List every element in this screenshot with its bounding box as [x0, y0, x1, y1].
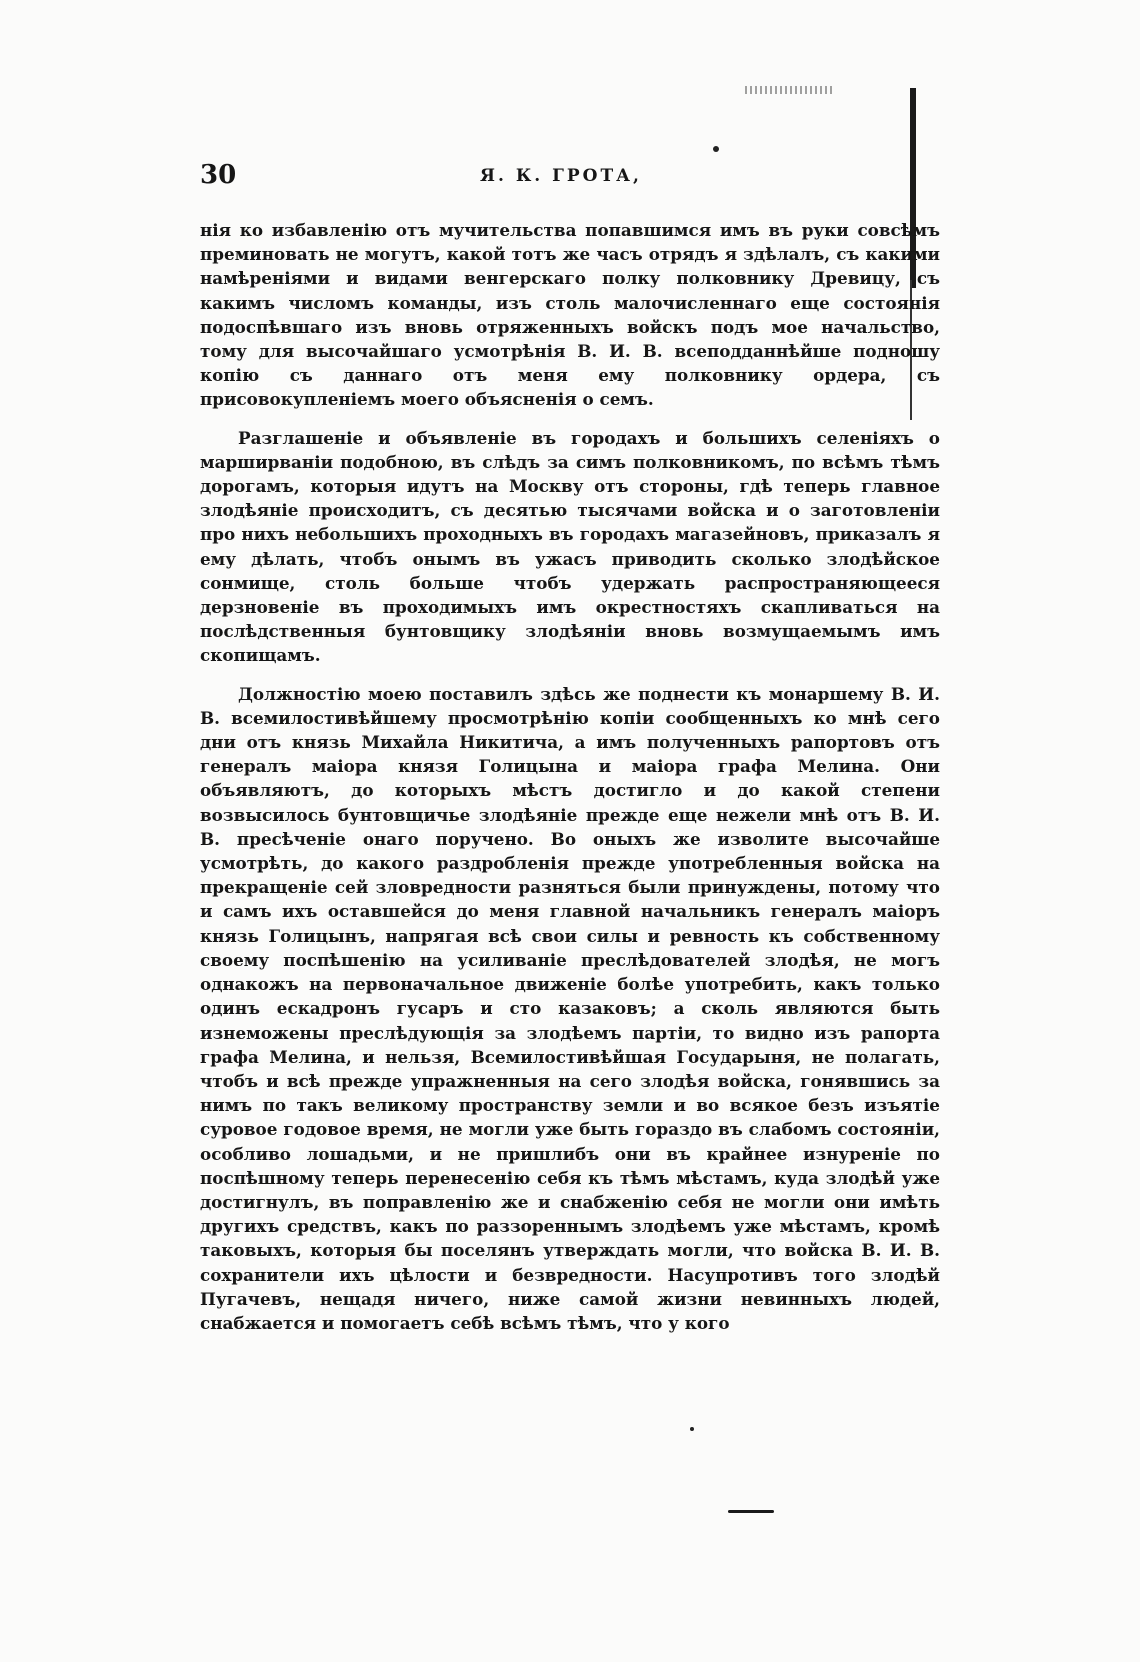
page-number: 30	[200, 160, 237, 190]
ink-dot	[690, 1427, 694, 1431]
body-text	[200, 218, 940, 1349]
scan-smudge	[745, 86, 835, 94]
running-title: Я. К. ГРОТА,	[480, 166, 642, 186]
paragraph-1: нія ко избавленію отъ мучительства попавшимся имъ въ руки совсѣмъ преминовать не могутъ, какой тотъ же часъ отрядъ я здѣлалъ, съ какими намѣреніями и видами венгерскаго полку полковнику Древицу, съ какимъ числомъ команды, изъ столь малочисленнаго еще состоянія подоспѣвшаго изъ вновь отряженныхъ войскъ подъ мое начальство, тому для высочайшаго усмотрѣнія В. И. В. всеподданнѣйше подношу копію съ даннаго отъ меня ему полковнику ордера, съ присовокупленіемъ моего объясненія о семъ.	[200, 220, 940, 410]
paragraph-3: Должностію моею поставилъ здѣсь же поднести къ монаршему В. И. В. всемилостивѣйшему просмотрѣнію копіи сообщенныхъ ко мнѣ сего дни отъ князь Михайла Никитича, а имъ полученныхъ рапортовъ отъ генералъ маіора князя Голицына и маіора графа Мелина. Они объявляютъ, до которыхъ мѣстъ достигло и до какой степени возвысилось бунтовщичье злодѣяніе прежде еще нежели мнѣ отъ В. И. В. пресѣченіе онаго поручено. Во оныхъ же изволите высочайше усмотрѣть, до какого раздробленія прежде употребленныя войска на прекращеніе сей зловредности разняться были принуждены, потому что и самъ ихъ оставшейся до меня главной начальникъ генералъ маіоръ князь Голицынъ, напрягая всѣ свои силы и ревность къ собственному своему поспѣшенію на усиливаніе преслѣдователей злодѣя, не могъ однакожъ на первоначальное движеніе болѣе употребить, какъ только одинъ ескадронъ гусаръ и сто казаковъ; а сколь являются быть изнеможены преслѣдующія за злодѣемъ партіи, то видно изъ рапорта графа Мелина, и нельзя, Всемилостивѣйшая Государыня, не полагать, чтобъ и всѣ прежде упражненныя на сего злодѣя войска, гонявшись за нимъ по такъ великому пространству земли и во всякое безъ изъятіе суровое годовое время, не могли уже быть гораздо въ слабомъ состояніи, особливо лошадьми, и не пришлибъ они въ крайнее изнуреніе по поспѣшному теперь перенесенію себя къ тѣмъ мѣстамъ, куда злодѣй уже достигнулъ, въ поправленію же и снабженію себя не могли они имѣть другихъ средствъ, какъ по раззореннымъ злодѣемъ уже мѣстамъ, кромѣ таковыхъ, которыя бы поселянъ утверждать могли, что войска В. И. В. сохранители ихъ цѣлости и безвредности. Насупротивъ того злодѣй Пугачевъ, нещадя ничего, ниже самой жизни невинныхъ людей, снабжается и помогаетъ себѣ всѣмъ тѣмъ, что у кого	[200, 683, 940, 1333]
running-head	[0, 160, 1140, 200]
footer-rule	[728, 1510, 774, 1513]
paragraph-2: Разглашеніе и объявленіе въ городахъ и большихъ селеніяхъ о марширваніи подобною, въ слѣдъ за симъ полковникомъ, по всѣмъ тѣмъ дорогамъ, которыя идутъ на Москву отъ стороны, гдѣ теперь главное злодѣяніе происходитъ, съ десятью тысячами войска и о заготовленіи про нихъ небольшихъ проходныхъ въ городахъ магазейновъ, приказалъ я ему дѣлать, чтобъ онымъ въ ужасъ приводить сколько злодѣйское сонмище, столь больше чтобъ удержать распространяющееся дерзновеніе въ проходимыхъ имъ окрестностяхъ скапливаться на послѣдственныя бунтовщику злодѣяніи вновь возмущаемымъ имъ скопищамъ.	[200, 427, 940, 666]
ink-dot	[713, 146, 719, 152]
